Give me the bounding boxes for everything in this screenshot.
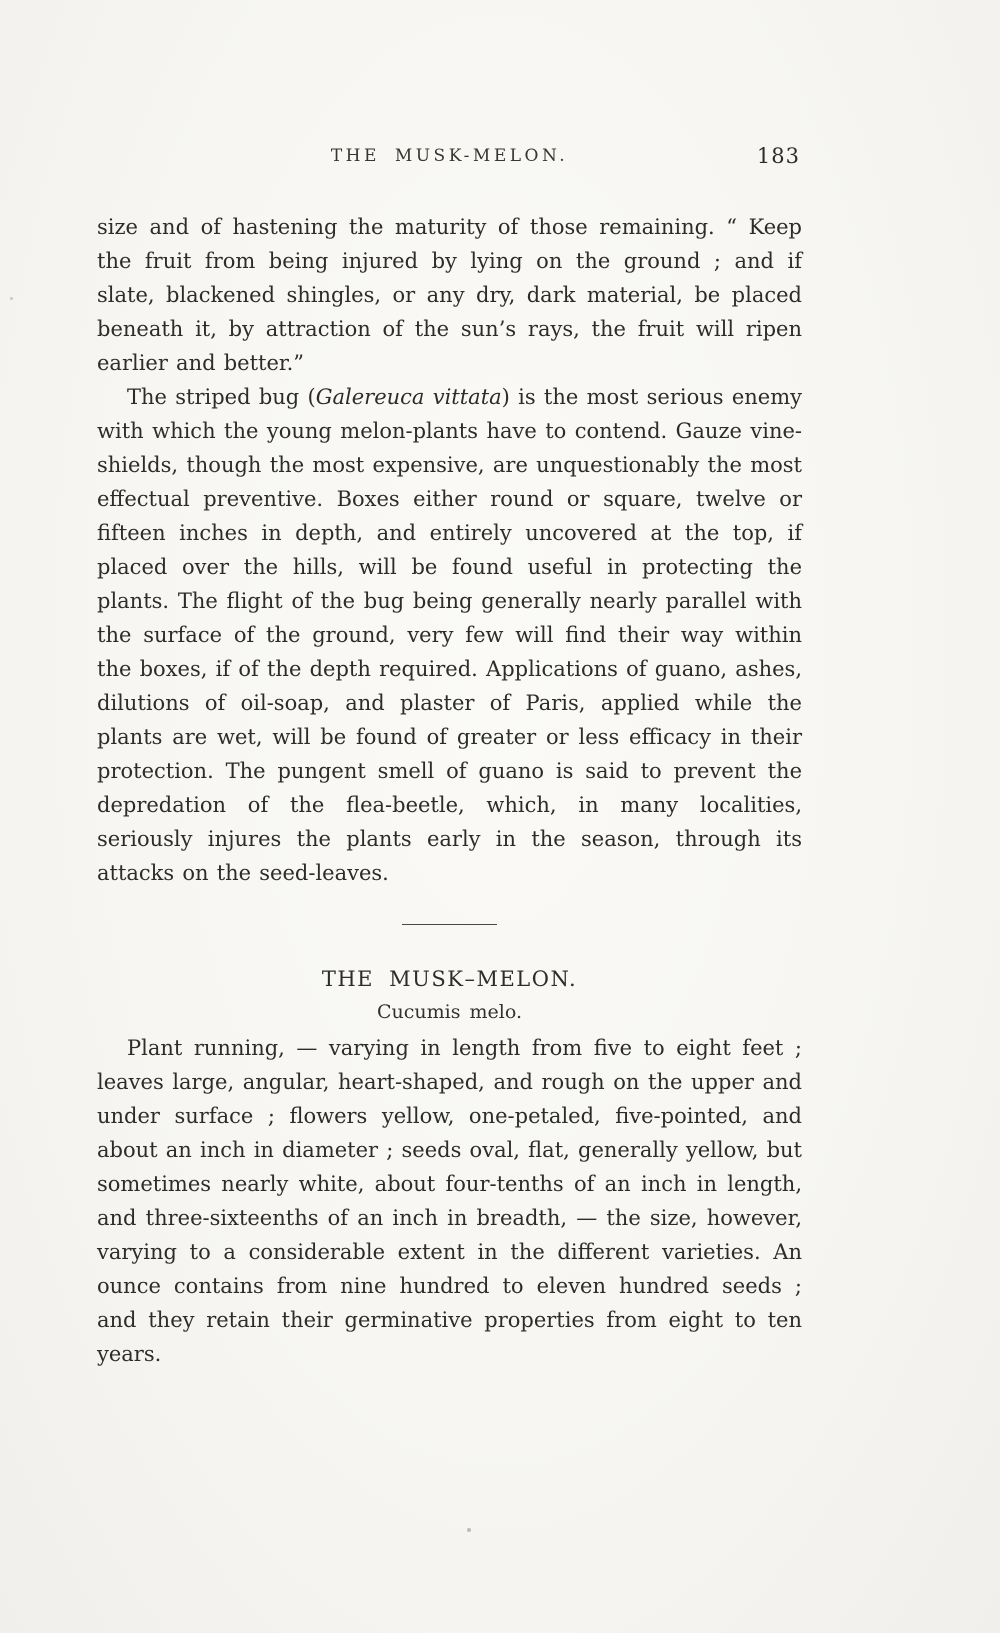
text-column xyxy=(97,146,802,1371)
paragraph-text-segment: The striped bug ( xyxy=(127,385,316,409)
scan-artifact-speck xyxy=(467,1528,471,1532)
section-subheading-latin-name: Cucumis melo. xyxy=(376,1001,523,1023)
running-title: THE MUSK-MELON. xyxy=(330,146,569,166)
page-number: 183 xyxy=(756,144,800,168)
section-heading: THE MUSK–MELON. xyxy=(321,967,578,991)
paragraph-text-segment: ) is the most serious enemy with which the young melon-plants have to contend. Gauze vine-shields, though the most expensive, are unquestionably the most effectual preventive. Boxes either round or square, twelve or fifteen inches in depth, and entirely uncovered at the top, if placed over the hills, will be found useful in protecting the plants. The flight of the bug being generally nearly parallel with the surface of the ground, very few will find their way within the boxes, if of the depth required. Applications of guano, ashes, dilutions of oil-soap, and plaster of Paris, applied while the plants are wet, will be found of greater or less efficacy in their protection. The pungent smell of guano is said to prevent the depredation of the flea-beetle, which, in many localities, seriously injures the plants early in the season, through its attacks on the seed-leaves. xyxy=(97,385,802,885)
section-divider-rule xyxy=(402,924,497,925)
paragraph-continuation: size and of hastening the maturity of those remaining. “ Keep the fruit from being injured by lying on the ground ; and if slate, blackened shingles, or any dry, dark material, be placed beneath it, by attraction of the sun’s rays, the fruit will ripen earlier and better.” xyxy=(97,215,802,375)
species-name-italic: Galereuca vittata xyxy=(315,385,502,409)
scan-artifact-speck xyxy=(10,297,13,300)
section-divider-wrap xyxy=(97,914,802,933)
paragraph-plant-description: Plant running, — varying in length from five to eight feet ; leaves large, angular, heart-shaped, and rough on the upper and under surface ; flowers yellow, one-petaled, five-pointed, and about an inch in diameter ; seeds oval, flat, generally yellow, but sometimes nearly white, about four-tenths of an inch in length, and three-sixteenths of an inch in breadth, — the size, however, varying to a considerable extent in the different varieties. An ounce contains from nine hundred to eleven hundred seeds ; and they retain their germinative properties from eight to ten years. xyxy=(97,1036,802,1366)
page-header xyxy=(97,146,802,174)
paragraph-striped-bug xyxy=(97,380,802,890)
